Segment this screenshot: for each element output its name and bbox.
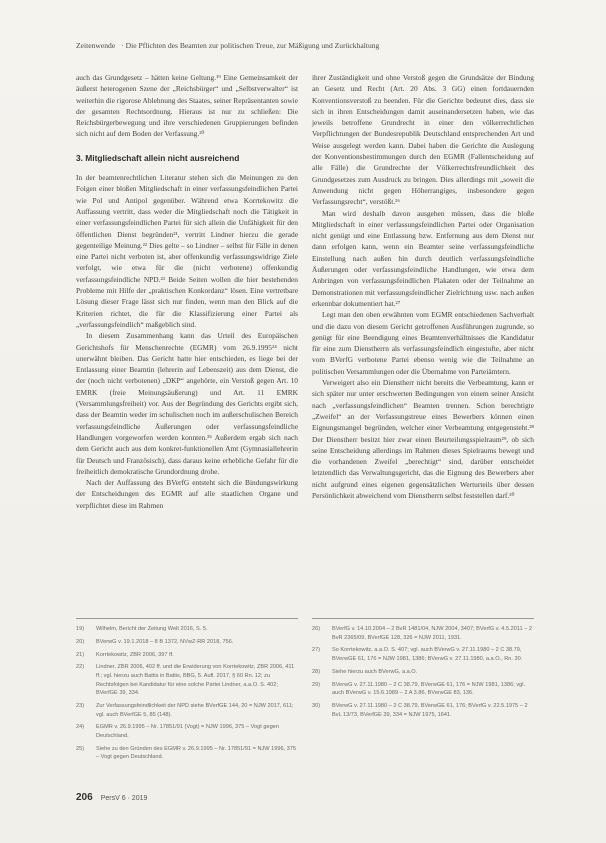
footnote: [76, 702, 298, 719]
footnote: [76, 663, 298, 697]
footnote-number: 19): [76, 626, 85, 632]
footnote-number: 22): [76, 664, 85, 671]
footnote-rule: [76, 618, 298, 619]
paragraph: auch das Grundgesetz – hätten keine Geltung.¹⁹ Eine Gemeinsamkeit der äußerst heterogenen Szene der „Reichsbürger“ und „Selbstverwalter“ ist weiterhin die rigorose Ablehnung des Staates, seiner Repräsentanten sowie der gesamten Rechtsordnung. Hieraus ist nur zu schließen: Die Reichsbürgerbewegung und ihre verschiedenen Gruppierungen befinden sich nicht auf dem Boden der Verfassung.²⁰: [76, 73, 298, 139]
footnote: [76, 723, 298, 740]
footnote-number: 20): [76, 638, 85, 645]
paragraph: ihrer Zuständigkeit und ohne Verstoß gegen die Grundsätze der Bindung an Gesetz und Recht (Art. 20 Abs. 3 GG) einen fortdauernden Konventionsverstoß zu beenden. Für die Gerichte bedeutet dies, dass sie sich in ihren Entscheidungen damit auseinandersetzen haben, wie das jeweils betroffene Grundrecht in einer den völkerrechtlichen Verpflichtungen der Bundesrepublik Deutschland entsprechenden Art und Weise ausgelegt werden kann. Dabei haben die Gerichte die Auslegung der Konventionsbestimmungen durch den EGMR (Fallentscheidung auf alle Fälle) die Grundrechte der Völkerrechtsfreundlichkeit des Grundgesetzes zum Ausdruck zu bringen. Dies allerdings mit „soweit die Anwendung nicht gegen Höherrangiges, insbesondere gegen Verfassungsrecht“, verstößt.²⁶: [312, 73, 534, 207]
footnote-rule: [312, 618, 534, 619]
footnote-text: Siehe hierzu auch BVerwG, a.a.O.: [332, 668, 418, 675]
section-heading: 3. Mitgliedschaft allein nicht ausreichend: [76, 152, 240, 163]
footnote-text: Korrtekowitz, ZBR 2006, 397 ff.: [96, 651, 174, 658]
paragraph: In der beamtenrechtlichen Literatur stehen sich die Meinungen zu den Folgen einer bloßen Mitgliedschaft in einer verfassungsfeindlichen Partei wie Pol und Antipol gegenüber. Während etwa Korrtekowitz die Auffassung vertritt, dass weder die Mitgliedschaft noch die Tätigkeit in einer verfassungsfeindlichen Partei für sich allein die Unfähigkeit für den öffentlichen Dienst begründen²¹, vertritt Lindner hierzu die gerade gegenteilige Meinung.²² Dies gelte – so Lindner – selbst für Fälle in denen eine Partei nicht verboten ist, aber offenkundig verfassungswidrige Ziele verfolgt, wie etwa für die (nicht verbotene) offenkundig verfassungsfeindliche NPD.²³ Beide Seiten wollen die hier bestehenden Probleme mit Hilfe der „praktischen Konkordanz“ lösen. Eine vertretbare Lösung dieser Frage lässt sich nur finden, wenn man den Blick auf die Kriterien richtet, die für die Klassifizierung einer Partei als „verfassungsfeindlich“ maßgeblich sind.: [76, 173, 298, 329]
footnote-number: 24): [76, 724, 85, 731]
running-head: [76, 41, 546, 50]
footnote-number: 28): [312, 668, 321, 675]
footnotes-right: [312, 618, 534, 723]
footnote-text: So Korrtekowitz, a.a.O. S. 407; vgl. auch BVerwG v. 27.11.1980 – 2 C 38.79, BVerwGE 61, 176 = NJW 1981, 1386; BVerwG v. 27.11.1980, a.a.O., Rn. 30.: [332, 647, 523, 662]
running-head-title: · Die Pflichten des Beamten zur politischen Treue, zur Mäßigung und Zurückhaltung: [121, 41, 380, 50]
footnote: [76, 638, 298, 647]
footnote-text: BVerwG v. 27.11.1980 – 2 C 38.79, BVerwGE 61, 176 = NJW 1981, 1386; vgl. auch BVerwG v. 15.6.1989 – 2 A 3.86, BVerwGE 83, 136.: [332, 681, 526, 697]
footnote: [76, 625, 298, 634]
paragraph: Verweigert also ein Dienstherr nicht bereits die Verbeamtung, kann er sich später nur unter erschwerten Bedingungen von einem seiner Ansicht nach „verfassungsfeindlichen“ Beamten trennen. Schon berechtigte „Zweifel“ an der Verfassungstreue eines Bewerbers können einen Eignungsmangel begründen, welcher einer Verbeamtung entgegensteht.²⁸ Der Dienstherr besitzt hier zwar einen Beurteilungsspielraum²⁹, ob sich seine Entscheidung allerdings im Rahmen dieses Spielraums bewegt und die vorhandenen Zweifel „berechtigt“ sind, darüber entscheidet letztendlich das Verwaltungsgericht, das die Eignung des Bewerbers aber nicht aufgrund eines eigenen gegensätzlichen Werturteils über dessen Persönlichkeit abweichend vom Dienstherrn selbst feststellen darf.³⁰: [312, 378, 534, 500]
paragraph: Man wird deshalb davon ausgehen müssen, dass die bloße Mitgliedschaft in einer verfassungsfeindlichen Partei oder Organisation nicht genügt und eine Entlassung bzw. Entfernung aus dem Dienst nur dann erfolgen kann, wenn ein Beamter seine verfassungsfeindliche Einstellung nach außen hin durch deutlich verfassungsfeindliche Äußerungen oder verfassungsfeindliche Handlungen, wie etwa dem Anbringen von verfassungsfeindlichen Plakaten oder der Teilnahme an Demonstrationen mit verfassungsfeindlicher Zielrichtung usw. nach außen erkennbar dokumentiert hat.²⁷: [312, 208, 534, 308]
footnote-number: 30): [312, 702, 321, 709]
footnote-text: Siehe zu den Gründen des EGMR v. 26.9.1995 – Nr. 17851/91 = NJW 1996, 375 – Vogt gegen Deutschland.: [96, 745, 296, 761]
footnote-text: BVerfG v. 14.10.2004 – 2 BvR 1481/04, NJW 2004, 3407; BVerfG v. 4.5.2011 – 2 BvR 2365/09, BVerfGE 128, 326 = NJW 2011, 1931.: [332, 626, 532, 641]
footnote-text: Lindner, ZBR 2006, 402 ff. und die Erwiderung von Korrtekowitz, ZBR 2006, 411 ff.; vgl. hierzu auch Battis in Battis, BBG, 5. Aufl. 2017, § 60 Rn. 12; zu Rechtsfolgen bei Kandidatur für eine solche Partei Lindner, a.a.O. S. 402; BVerfGE 39, 334.: [96, 664, 295, 697]
page-number: 206: [76, 792, 93, 803]
footnote-number: 26): [312, 626, 321, 632]
paragraph: In diesem Zusammenhang kann das Urteil des Europäischen Gerichtshofs für Menschenrechte (EGMR) vom 26.9.1995²⁴ nicht unerwähnt bleiben. Das Gericht hatte hier entschieden, es liege bei der Entlassung einer Beamtin (lehrerin auf Lebenszeit) aus dem Dienst, die der (noch nicht verbotenen) „DKP“ angehörte, ein Verstoß gegen Art. 10 EMRK (freie Meinungsäußerung) und Art. 11 EMRK (Versammlungsfreiheit) vor. Aus der Begründung des Gerichts ergibt sich, dass der Beamtin weder im schulischen noch im außerschulischen Bereich verfassungsfeindliche Äußerungen oder verfassungsfeindliche Handlungen vorgeworfen werden konnten.²⁵ Außerdem ergab sich nach dem Gericht auch aus dem konkret-funktionellen Amt (Gymnasiallehrerin für Deutsch und Französisch), dass daraus keine erhebliche Gefahr für die freiheitlich demokratische Grundordnung drohe.: [76, 331, 298, 476]
footnote: [76, 651, 298, 660]
footnote-number: 21): [76, 651, 85, 658]
paragraph: Legt man den oben erwähnten vom EGMR entschiedenen Sachverhalt und die dazu von diesem Gericht getroffenen Ausführungen zugrunde, so genügt für eine Beendigung eines Beamtenverhältnisses die Kandidatur für eine zum Dienstherrn als verfassungsfeindlich eingestufte, aber nicht vom BVerfG verbotene Partei ebenso wenig wie die Teilnahme an politischen Versammlungen oder die Übernahme von Parteiämtern.: [312, 310, 534, 376]
footnote: [312, 646, 534, 663]
page-footer: [76, 792, 147, 803]
footnote-text: BVerwG v. 19.1.2018 – 8 B 1372, NVwZ-RR 2018, 756.: [96, 638, 234, 645]
footnote-number: 27): [312, 647, 321, 654]
journal-issue: PersV 6 · 2019: [100, 795, 148, 802]
footnotes-left: [76, 618, 298, 766]
right-column: [312, 72, 534, 501]
footnote-text: EGMR v. 26.9.1995 – Nr. 17851/91 (Vogt) = NJW 1996, 375 – Vogt gegen Deutschland.: [96, 724, 279, 739]
paragraph: Nach der Auffassung des BVerfG entsteht sich die Bindungswirkung der Entscheidungen des EGMR auf alle staatlichen Organe und verpflichtet diese im Rahmen: [76, 478, 298, 510]
footnote-text: Wilhelm, Bericht der Zeitung Welt 2016, S. 5.: [96, 626, 208, 632]
footnote-text: Zur Verfassungsfeindlichkeit der NPD siehe BVerfGE 144, 20 = NJW 2017, 611; vgl. auch BVerfGE 5, 85 (148).: [96, 702, 294, 718]
footnote: [312, 668, 534, 677]
footnote-text: BVerwG v. 27.11.1980 – 2 C 38.79, BVerwGE 61, 176; BVerfG v. 22.5.1975 – 2 BvL 13/73, BVerfGE 39, 334 = NJW 1975, 1641.: [332, 702, 528, 718]
footnote: [312, 702, 534, 719]
left-column: [76, 72, 298, 511]
footnote: [76, 745, 298, 762]
footnote-number: 23): [76, 702, 85, 709]
footnote-number: 25): [76, 745, 85, 752]
running-head-section: Zeitenwende: [76, 41, 116, 50]
footnote: [312, 681, 534, 698]
footnote: [312, 625, 534, 642]
footnote-number: 29): [312, 681, 321, 688]
